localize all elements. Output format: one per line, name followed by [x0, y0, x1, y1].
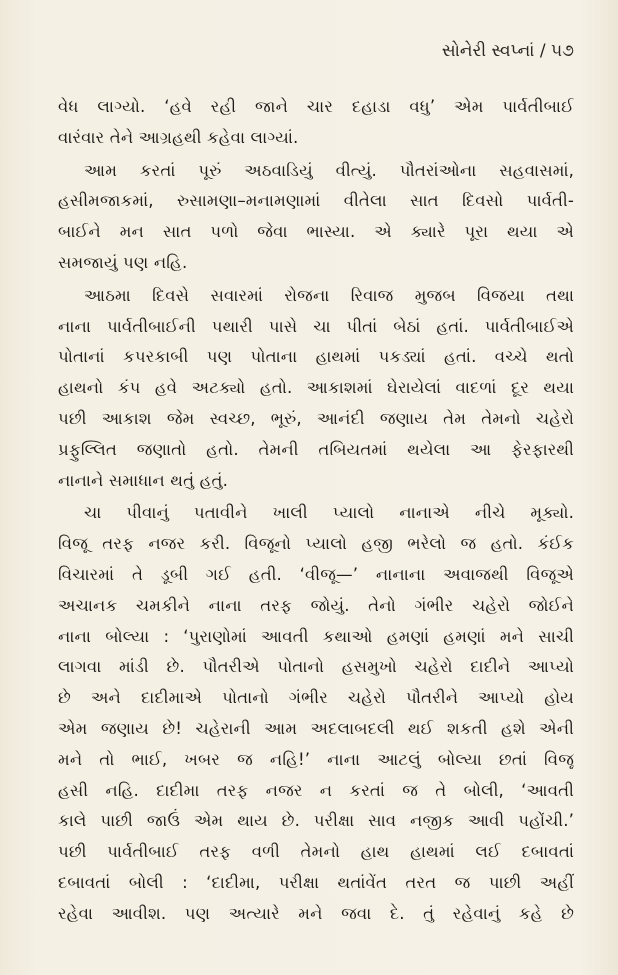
paragraph — [58, 498, 574, 929]
text-line: પોતાનાં કપરકાબી પણ પોતાના હાથમાં પકડ્યાં હતાં. વચ્ચે થતો — [58, 347, 574, 367]
text-line: આમ કરતાં પૂરું અઠવાડિયું વીત્યું. પૌતરાંઓના સહવાસમાં, — [84, 160, 574, 180]
text-line: હસીમજાકમાં, રુસામણા–મનામણામાં વીતેલા સાત દિવસો પાર્વતી- — [58, 191, 574, 211]
text-line: હસી નહિ. દાદીમા તરફ નજર ન કરતાં જ તે બોલી, ‘આવતી — [58, 780, 574, 800]
text-line: વિજૂ તરફ નજર કરી. વિજૂનો પ્યાલો હજી ભરેલો જ હતો. કંઈક — [58, 534, 574, 554]
text-line: પછી આકાશ જેમ સ્વચ્છ, ભૂરું, આનંદી જણાય તેમ તેમનો ચહેરો — [58, 408, 574, 428]
text-line: અચાનક ચમકીને નાના તરફ જોયું. તેનો ગંભીર ચહેરો જોઈને — [58, 595, 574, 615]
text-line: વારંવાર તેને આગ્રહથી કહેવા લાગ્યાં. — [58, 127, 299, 147]
body-text — [58, 92, 574, 930]
paragraph — [58, 156, 574, 279]
text-line: વિચારમાં તે ડૂબી ગઈ હતી. ‘વીજૂ—’ નાનાના અવાજથી વિજૂએ — [58, 564, 574, 584]
paragraph — [58, 92, 574, 154]
text-line: વેધ લાગ્યો. ‘હવે રહી જાને ચાર દહાડા વધુ’ એમ પાર્વતીબાઈ — [58, 97, 574, 116]
paragraph — [58, 281, 574, 497]
text-line: એમ જણાય છે! ચહેરાની આમ અદલાબદલી થઈ શકતી હશે એની — [58, 718, 574, 738]
text-line: પછી પાર્વતીબાઈ તરફ વળી તેમનો હાથ હાથમાં લઈ દબાવતાં — [58, 842, 574, 862]
text-line: બાઈને મન સાત પળો જેવા ભાસ્યા. એ ક્યારે પૂરા થયા એ — [58, 222, 574, 242]
text-line: નાનાને સમાધાન થતું હતું. — [58, 470, 228, 490]
running-head: સોનેરી સ્વપ્નાં / ૫૭ — [441, 41, 574, 61]
text-line: નાના પાર્વતીબાઈની પથારી પાસે ચા પીતાં બેઠાં હતાં. પાર્વતીબાઈએ — [58, 316, 574, 336]
text-line: આઠમા દિવસે સવારમાં રોજના રિવાજ મુજબ વિજયા તથા — [84, 285, 574, 305]
text-line: કાલે પાછી જાઉં એમ થાય છે. પરીક્ષા સાવ નજીક આવી પહોંચી.’ — [58, 811, 574, 831]
text-line: ચા પીવાનું પતાવીને ખાલી પ્યાલો નાનાએ નીચે મૂક્યો. — [84, 503, 574, 523]
text-line: નાના બોલ્યા : ‘પુરાણોમાં આવતી કથાઓ હમણાં હમણાં મને સાચી — [58, 626, 574, 646]
text-line: છે અને દાદીમાએ પોતાનો ગંભીર ચહેરો પૌતરીને આપ્યો હોય — [58, 688, 574, 708]
text-line: રહેવા આવીશ. પણ અત્યારે મને જવા દે. તું રહેવાનું કહે છે — [58, 903, 574, 923]
text-line: દબાવતાં બોલી : ‘દાદીમા, પરીક્ષા થતાંવેંત તરત જ પાછી અહીં — [58, 872, 574, 892]
text-line: મને તો ભાઈ, ખબર જ નહિ!’ નાના આટલું બોલ્યા છતાં વિજૂ — [58, 749, 574, 769]
text-line: લાગવા માંડી છે. પૌતરીએ પોતાનો હસમુખો ચહેરો દાદીને આપ્યો — [58, 657, 574, 677]
text-line: પ્રફુલ્લિત જણાતો હતો. તેમની તબિયતમાં થયેલા આ ફેરફારથી — [58, 439, 574, 459]
text-line: સમજાયું પણ નહિ. — [58, 252, 188, 272]
text-line: હાથનો કંપ હવે અટક્યો હતો. આકાશમાં ઘેરાયેલાં વાદળાં દૂર થયા — [58, 378, 574, 398]
